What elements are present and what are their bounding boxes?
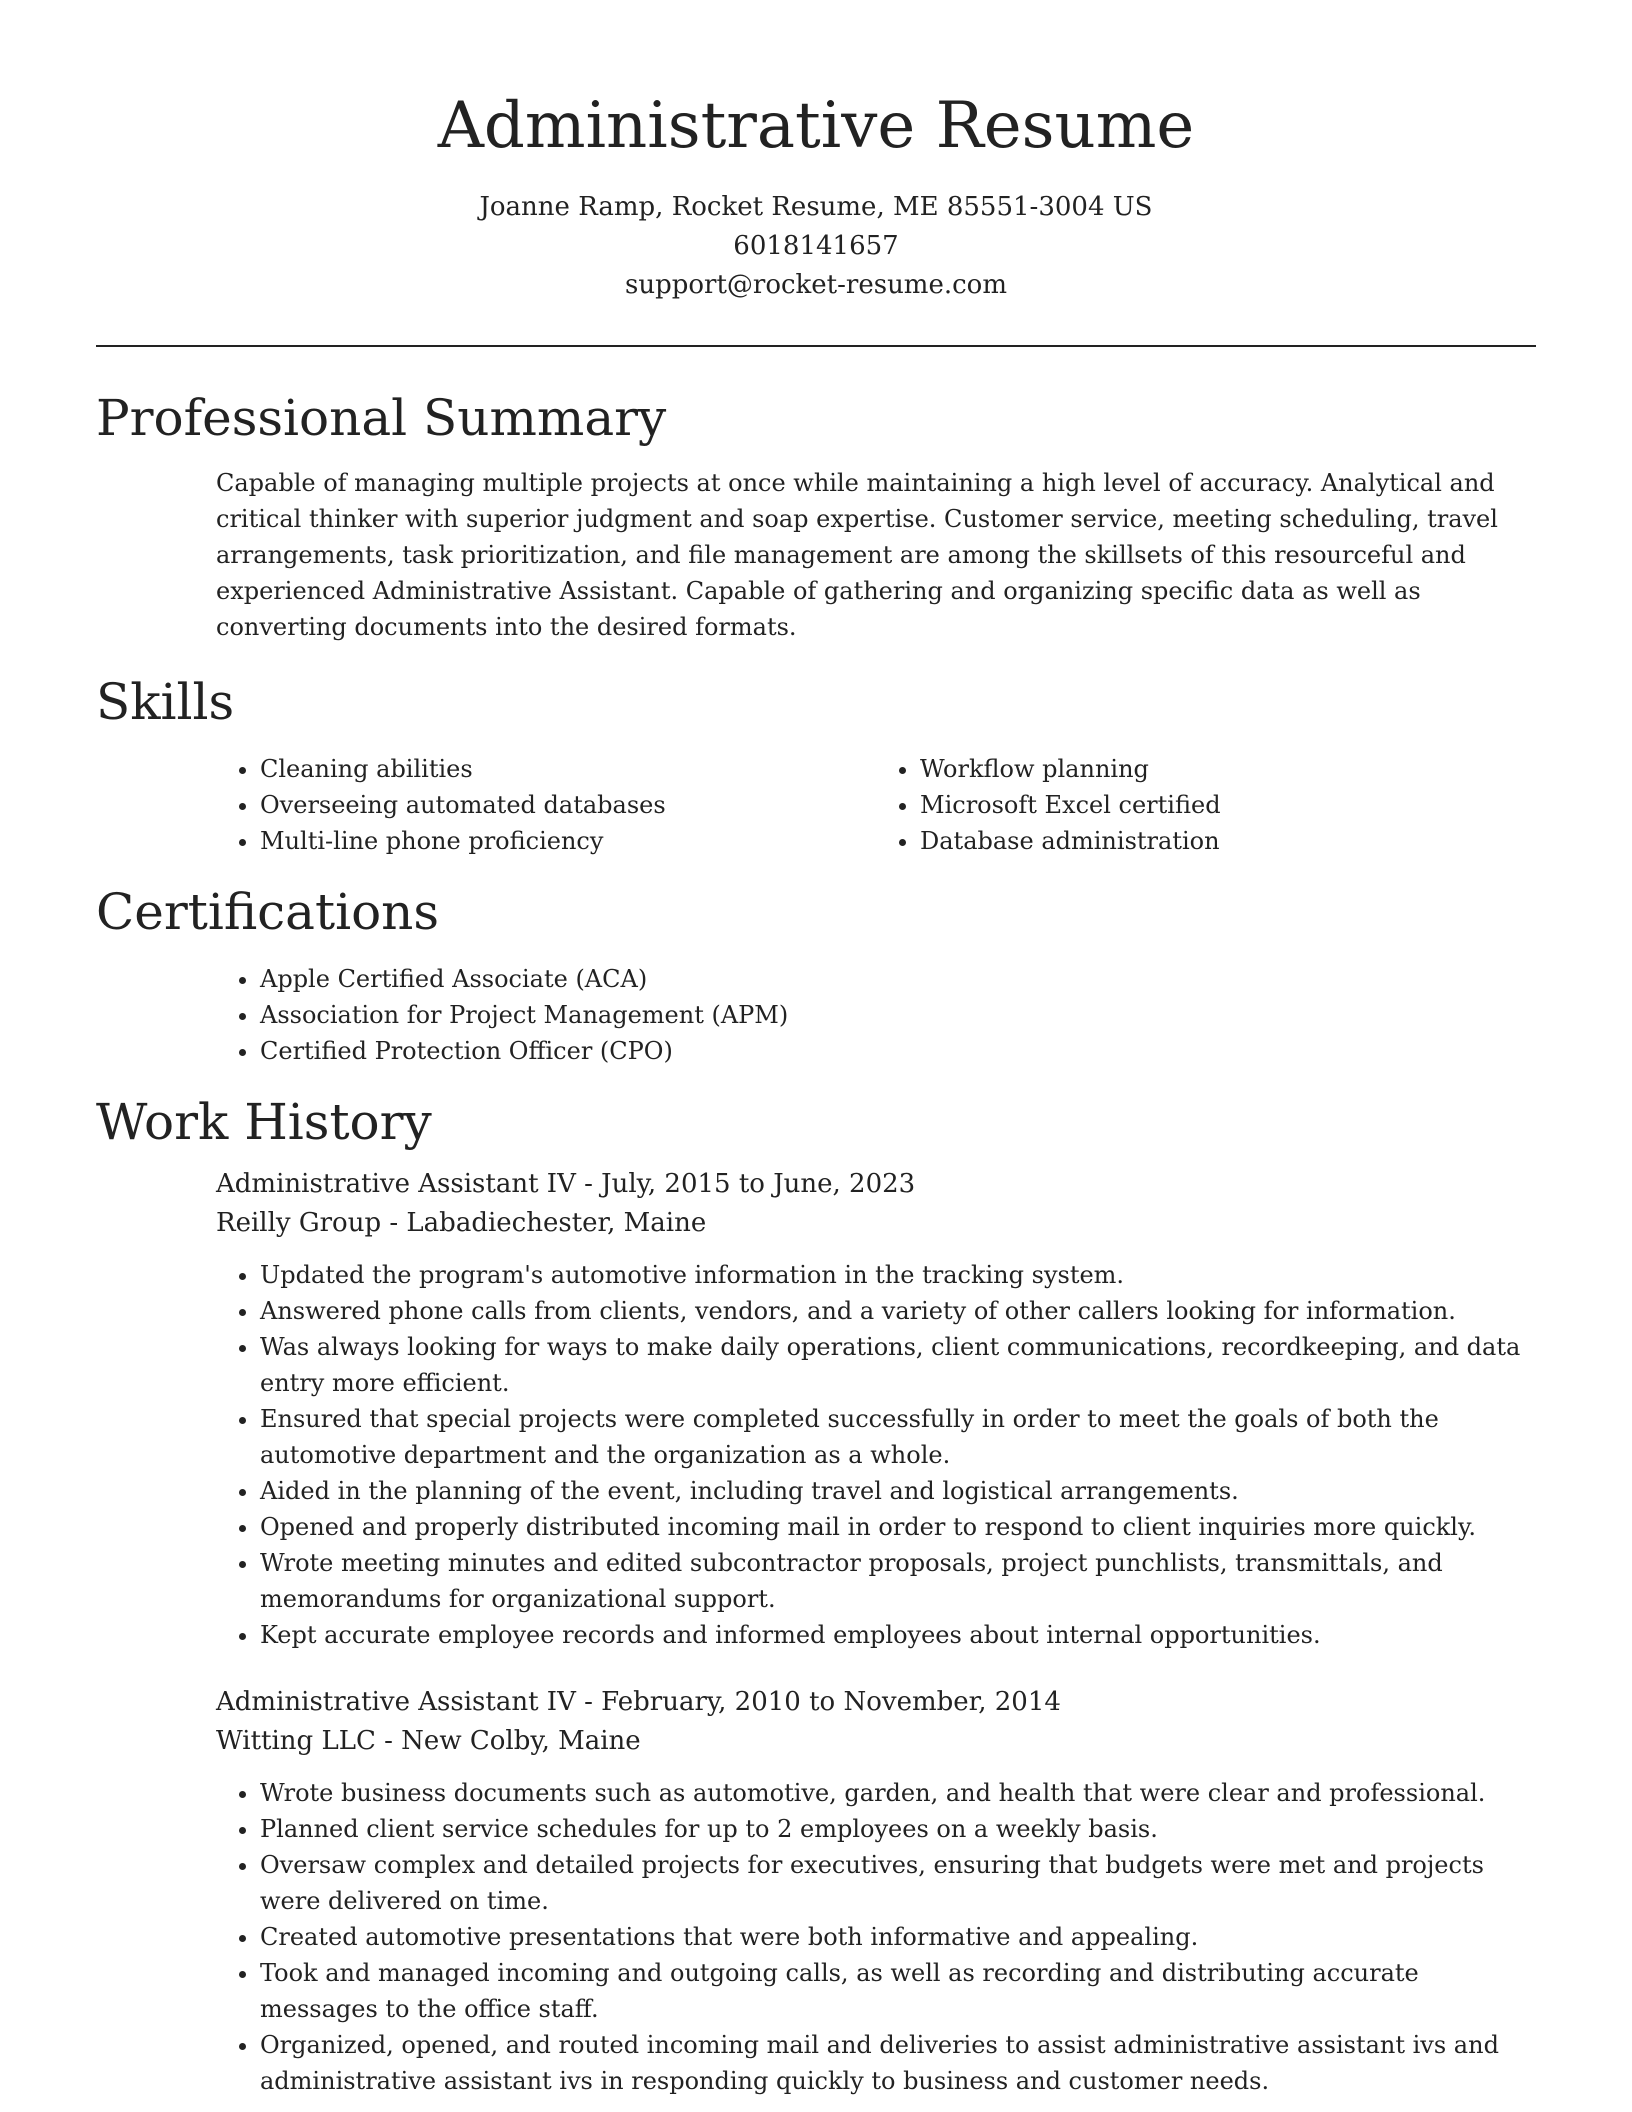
job-title-line: Administrative Assistant IV - July, 2015 to June, 2023 — [216, 1169, 916, 1199]
work-history-heading: Work History — [96, 1093, 432, 1151]
skills-column-right — [876, 751, 1536, 859]
summary-text: Capable of managing multiple projects at once while maintaining a high level of accuracy. Analytical and critical thinker with superior judgment and soap expertise. Customer service, meeting scheduling, travel arrangements, task prioritization, and file management are among the skillsets of this resourceful and experienced Administrative Assistant. Capable of gathering and organizing specific data as well as converting documents into the desired formats. — [216, 469, 1498, 641]
certification-item: • Apple Certified Associate (ACA) — [260, 961, 1536, 997]
skills-heading: Skills — [96, 673, 235, 731]
job-bullet: • Aided in the planning of the event, including travel and logistical arrangements. — [260, 1473, 1536, 1509]
certifications-heading: Certifications — [96, 883, 440, 941]
contact-block — [96, 188, 1536, 305]
job-1-bullets — [216, 1257, 1536, 1653]
job-bullet: • Organized, opened, and routed incoming mail and deliveries to assist administrative assistant ivs and administrative assistant ivs in responding quickly to business and customer needs. — [260, 2027, 1536, 2099]
skill-item: • Multi-line phone proficiency — [260, 823, 876, 859]
job-company-line: Witting LLC - New Colby, Maine — [216, 1726, 641, 1756]
job-title-line: Administrative Assistant IV - February, 2010 to November, 2014 — [216, 1687, 1061, 1717]
job-bullet: • Wrote business documents such as automotive, garden, and health that were clear and professional. — [260, 1775, 1536, 1811]
header-divider — [96, 345, 1536, 347]
job-entry-1 — [216, 1165, 1536, 1243]
job-bullet: • Ensured that special projects were completed successfully in order to meet the goals of both the automotive department and the organization as a whole. — [260, 1401, 1536, 1473]
certification-item: • Association for Project Management (APM) — [260, 997, 1536, 1033]
skill-item: • Cleaning abilities — [260, 751, 876, 787]
job-entry-2 — [216, 1683, 1536, 1761]
job-bullet: • Took and managed incoming and outgoing calls, as well as recording and distributing accurate messages to the office staff. — [260, 1955, 1536, 2027]
job-bullet: • Oversaw complex and detailed projects for executives, ensuring that budgets were met and projects were delivered on time. — [260, 1847, 1536, 1919]
skills-column-left — [216, 751, 876, 859]
job-bullet: • Was always looking for ways to make daily operations, client communications, recordkeeping, and data entry more efficient. — [260, 1329, 1536, 1401]
skills-list — [216, 751, 1536, 859]
summary-heading: Professional Summary — [96, 389, 667, 447]
job-bullet: • Opened and properly distributed incoming mail in order to respond to client inquiries more quickly. — [260, 1509, 1536, 1545]
resume-page — [96, 0, 1536, 2099]
contact-phone: 6018141657 — [733, 231, 899, 261]
resume-title: Administrative Resume — [437, 89, 1195, 163]
job-company-line: Reilly Group - Labadiechester, Maine — [216, 1208, 707, 1238]
contact-address: Joanne Ramp, Rocket Resume, ME 85551-3004 US — [479, 192, 1153, 222]
skill-item: • Overseeing automated databases — [260, 787, 876, 823]
job-bullet: • Planned client service schedules for up to 2 employees on a weekly basis. — [260, 1811, 1536, 1847]
skill-item: • Workflow planning — [920, 751, 1536, 787]
job-bullet: • Answered phone calls from clients, vendors, and a variety of other callers looking for information. — [260, 1293, 1536, 1329]
job-bullet: • Updated the program's automotive information in the tracking system. — [260, 1257, 1536, 1293]
job-2-bullets — [216, 1775, 1536, 2099]
certifications-list — [216, 961, 1536, 1069]
certification-item: • Certified Protection Officer (CPO) — [260, 1033, 1536, 1069]
contact-email: support@rocket-resume.com — [624, 270, 1007, 300]
job-bullet: • Wrote meeting minutes and edited subcontractor proposals, project punchlists, transmittals, and memorandums for organizational support. — [260, 1545, 1536, 1617]
job-bullet: • Created automotive presentations that were both informative and appealing. — [260, 1919, 1536, 1955]
skill-item: • Microsoft Excel certified — [920, 787, 1536, 823]
skill-item: • Database administration — [920, 823, 1536, 859]
job-bullet: • Kept accurate employee records and informed employees about internal opportunities. — [260, 1617, 1536, 1653]
